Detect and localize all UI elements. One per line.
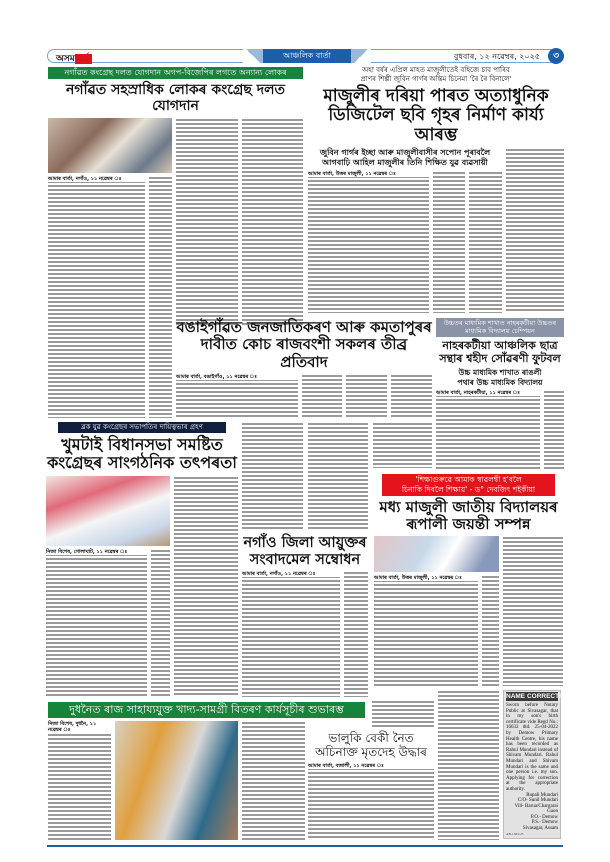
news-photo	[115, 721, 238, 840]
article-text	[176, 118, 238, 326]
header-divider	[351, 49, 371, 63]
ad-code: AB-1565/25	[506, 831, 524, 836]
name-correction-ad	[503, 690, 571, 839]
article-text	[174, 476, 238, 697]
article-majuli-cinema	[308, 66, 564, 313]
article-text: আমাৰ বাৰ্তা, নগাঁও, ১১ নৱেম্বৰ ঃ	[48, 176, 145, 418]
ad-title: NAME CORRECTION	[506, 693, 571, 700]
article-text	[372, 700, 434, 728]
article-text	[544, 390, 564, 471]
headline: খুমটাই বিধানসভা সমষ্টিত কংগ্ৰেছৰ সাংগঠনিক তৎপৰতা	[47, 435, 237, 473]
article-text	[373, 422, 432, 468]
kicker-banner: নগাঁৱত কংগ্ৰেছ দলত যোগদান অগপ-বিজেপিৰ লগতে অন্যান্য লোকৰ	[48, 67, 303, 79]
page-bottom-rule	[47, 845, 563, 847]
news-photo	[48, 118, 172, 173]
article-text: নিজা বিশেষ, দুধনৈ, ১১ নৱেম্বৰ ঃ	[48, 721, 111, 840]
kicker-banner: উচ্চতৰ মাধ্যমিক শাখাত নাহৰকটীয়া উচ্চতৰ মাধ্যমিক বিদ্যালয় চেম্পিয়ন	[436, 318, 564, 337]
subheadline: জুবিন গাৰ্গৰ ইচ্ছা আৰু মাজুলীবাসীৰ সপোন পূৰাবলৈ আগবাঢ়ি আহিল মাজুলীৰ তিনি শিক্ষিত যুৱ ব্যৱসায়ী	[319, 148, 491, 168]
section-title: আঞ্চলিক বাৰ্তা	[263, 49, 351, 63]
article-text	[433, 171, 466, 313]
article-text	[242, 721, 305, 840]
kicker-banner: ব্লক যুৱ কংগ্ৰেছৰ সভাপতিৰ দায়িত্বভাৰ গ্ৰহণ	[58, 422, 226, 433]
article-text: নিজা বিশেষ, গোলাঘাট, ১১ নৱেম্বৰ ঃ	[46, 549, 147, 697]
kicker-banner: 'শিক্ষাগুৰুৱে আমাক স্বাৱলম্বী হ'বলৈ চিনাকি দিবলৈ শিক্ষায়' - ড° দেবজিৎ শইকীয়া	[382, 474, 555, 496]
page-header	[47, 49, 563, 63]
article-text	[149, 176, 172, 418]
article-text	[469, 171, 502, 313]
article-text	[346, 374, 387, 418]
article-text: আমাৰ বাৰ্তা, বঙাইগাঁও, ১১ নৱেম্বৰ ঃ	[176, 374, 298, 418]
news-photo	[46, 476, 170, 546]
headline: বঙাইগাঁৱত জনজাতিকৰণ আৰু কমতাপুৰৰ দাবীত কোচ ৰাজবংশী সকলৰ তীব্ৰ প্ৰতিবাদ	[176, 318, 432, 371]
ad-body: Sworn before Notary Public at Sivasagar, that in my son's birth certificate vide Regd No.: 16632 dtd. 25-04-2022 by Demow Primary Health Centre, his name has been recorded as Rahul Mundari instead of Shivam Mundari. Rahul Mundari and Shivam Mundari is the same and one person i.e. my son. Applying for correction at the appropriate authority.	[506, 703, 558, 792]
issue-date: বুধবাৰ, ১২ নৱেম্বৰ, ২০২৫	[453, 52, 540, 61]
header-divider	[243, 49, 263, 63]
article-text: আমাৰ বাৰ্তা, বজালী, ১১ নৱেম্বৰ ঃ	[308, 763, 434, 840]
kicker-banner: দুধনৈত ৰাজ সাহায্যযুক্ত খাদ্য-সামগ্ৰী বিতৰণ কাৰ্যসূচীৰ শুভাৰম্ভ	[48, 702, 365, 718]
news-photo	[374, 536, 499, 572]
article-text: আমাৰ বাৰ্তা, নাহৰকটীয়া, ১১ নৱেম্বৰ ঃ	[436, 390, 540, 471]
article-text	[482, 575, 499, 686]
headline: নাহৰকটীয়া আঞ্চলিক ছাত্ৰ সন্থাৰ শ্বহীদ সোঁৱৰণী ফুটবল	[439, 338, 561, 365]
article-text	[503, 536, 563, 686]
page-number: ৩	[548, 48, 564, 64]
article-text	[438, 690, 499, 840]
article-bhaluki	[308, 732, 434, 840]
article-khumtai	[46, 422, 238, 697]
ad-signature: Rupali Mundari C/O- Sunil Mundari Vill- Barua/Chargarai Gaon P.O.- Demow P.S.- Demow Sivasagar, Assam	[514, 792, 558, 832]
kicker: অহা বৰ্ষৰ এপ্ৰিল মাহত মাজুলীতেই বহিজে চাব পাৰিব প্ৰাণৰ শিল্পী জুবিন গাৰ্গৰ অন্তিম চিনেমা 'ৰৈ ৰৈ বিনালে'	[360, 66, 512, 83]
article-football	[436, 318, 564, 471]
article-text: আমাৰ বাৰ্তা, উত্তৰ মাজুলী, ১১ নৱেম্বৰ ঃ	[374, 575, 478, 686]
article-madhya-majuli	[374, 474, 563, 686]
article-text	[242, 422, 303, 530]
article-text: আমাৰ বাৰ্তা, নগাঁও, ১১ নৱেম্বৰ ঃ	[242, 571, 340, 697]
headline: ভালুকি বেকী নৈত অচিনাক্ত মৃতদেহ উদ্ধাৰ	[315, 731, 427, 759]
headline: নগাঁও জিলা আয়ুক্তৰ সংবাদমেল সম্বোধন	[243, 535, 367, 568]
article-koch-rajbongshi	[176, 319, 432, 418]
newspaper-logo: অসমবাৰ্তা	[56, 54, 92, 64]
headline: নগাঁৱত সহস্ৰাধিক লোকৰ কংগ্ৰেছ দলত যোগদান	[65, 82, 286, 115]
headline: মধ্য মাজুলী জাতীয় বিদ্যালয়ৰ ৰূপালী জয়ন্তী সম্পন্ন	[379, 497, 558, 533]
article-text	[151, 549, 170, 697]
article-text	[344, 571, 368, 697]
article-text	[242, 118, 304, 326]
article-text	[308, 422, 368, 530]
article-text	[391, 374, 432, 418]
headline: মাজুলীৰ দৰিয়া পাৰত অত্যাধুনিক ডিজিটেল ছবি গৃহৰ নিৰ্মাণ কাৰ্য্য আৰম্ভ	[323, 85, 549, 145]
subheadline: উচ্চ মাধ্যমিক শাখাত ৰাঙলী পথাৰ উচ্চ মাধ্যমিক বিদ্যালয়	[457, 368, 543, 387]
article-text	[506, 148, 564, 313]
article-text: আমাৰ বাৰ্তা, উত্তৰ মাজুলী, ১১ নৱেম্বৰ ঃ	[308, 171, 429, 313]
article-nagaon-commissioner	[242, 535, 368, 697]
article-text	[302, 374, 343, 418]
